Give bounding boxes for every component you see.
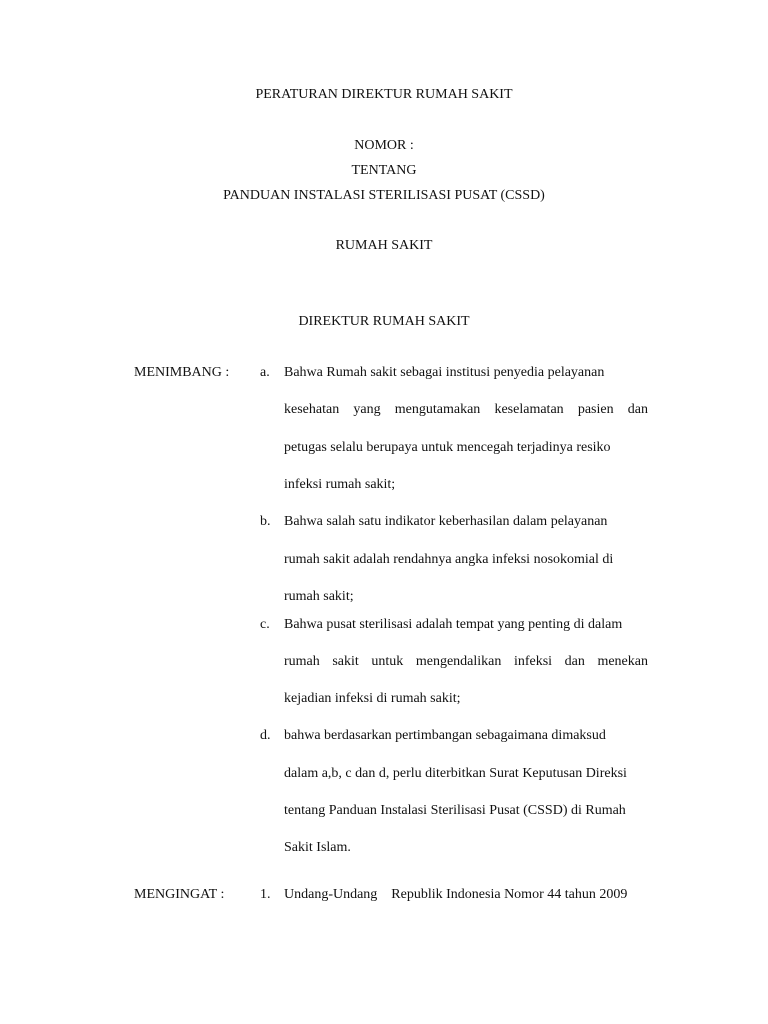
menimbang-item-a-marker: a.	[260, 365, 270, 380]
menimbang-item-b-line: rumah sakit adalah rendahnya angka infeksi nosokomial di	[284, 552, 614, 567]
menimbang-item-d-line: dalam a,b, c dan d, perlu diterbitkan Surat Keputusan Direksi	[284, 766, 627, 781]
nomor-line: NOMOR :	[354, 138, 414, 153]
mengingat-label: MENGINGAT :	[134, 887, 225, 902]
mengingat-item-1-marker: 1.	[260, 887, 271, 902]
menimbang-item-a-line: infeksi rumah sakit;	[284, 477, 396, 492]
tentang-line: TENTANG	[351, 163, 417, 178]
document-title: PERATURAN DIREKTUR RUMAH SAKIT	[255, 87, 513, 102]
menimbang-item-b-marker: b.	[260, 514, 271, 529]
issuer-heading: DIREKTUR RUMAH SAKIT	[298, 314, 470, 329]
menimbang-item-c-line: Bahwa pusat sterilisasi adalah tempat yang penting di dalam	[284, 617, 623, 632]
menimbang-item-c-line: rumah sakit untuk mengendalikan infeksi dan menekan	[284, 654, 648, 669]
menimbang-item-b-line: rumah sakit;	[284, 589, 354, 604]
menimbang-item-a-line: Bahwa Rumah sakit sebagai institusi penyedia pelayanan	[284, 365, 605, 380]
menimbang-item-d-marker: d.	[260, 728, 271, 743]
mengingat-item-1-line: Undang-Undang Republik Indonesia Nomor 44 tahun 2009	[284, 887, 628, 902]
menimbang-item-d-line: bahwa berdasarkan pertimbangan sebagaimana dimaksud	[284, 728, 606, 743]
menimbang-item-c-line: kejadian infeksi di rumah sakit;	[284, 691, 461, 706]
menimbang-item-a-line: kesehatan yang mengutamakan keselamatan pasien dan	[284, 402, 648, 417]
institution-line: RUMAH SAKIT	[335, 238, 433, 253]
menimbang-item-c-marker: c.	[260, 617, 270, 632]
menimbang-label: MENIMBANG :	[134, 365, 230, 380]
menimbang-item-a-line: petugas selalu berupaya untuk mencegah terjadinya resiko	[284, 440, 611, 455]
menimbang-item-d-line: Sakit Islam.	[284, 840, 351, 855]
subject-line: PANDUAN INSTALASI STERILISASI PUSAT (CSSD)	[223, 188, 545, 203]
menimbang-item-b-line: Bahwa salah satu indikator keberhasilan dalam pelayanan	[284, 514, 608, 529]
menimbang-item-d-line: tentang Panduan Instalasi Sterilisasi Pusat (CSSD) di Rumah	[284, 803, 626, 818]
